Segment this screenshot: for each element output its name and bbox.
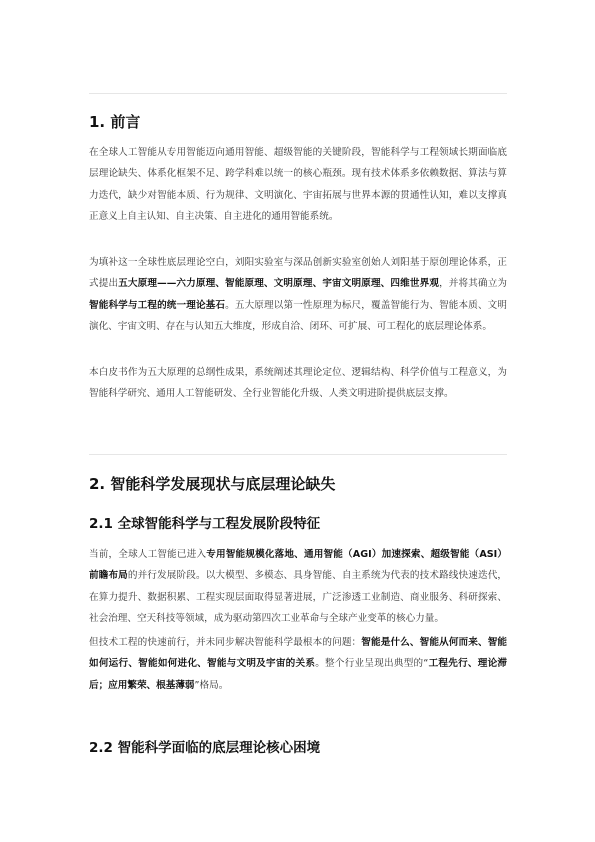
body-text: 。整个行业呈现出典型的“ xyxy=(315,658,429,670)
paragraph xyxy=(89,362,507,405)
section-divider xyxy=(89,454,507,455)
subsection-heading-dilemma: 2.2 智能科学面临的底层理论核心困境 xyxy=(89,740,321,756)
body-text: 但技术工程的快速前行，并未同步解决智能科学最根本的问题： xyxy=(89,637,362,648)
body-text: ，并将其确立为 xyxy=(439,278,508,290)
body-text: 。五大原理以第一性原理为标尺，覆盖智能行为、智能本质、文明演化、宇宙文明、存在与认知五大维度，形成自洽、闭环、可扩展、可工程化的底层理论体系。 xyxy=(89,299,508,332)
paragraph xyxy=(89,252,507,337)
paragraph xyxy=(89,142,507,227)
body-text: 本白皮书作为五大原理的总纲性成果，系统阐述其理论定位、逻辑结构、科学价值与工程意义，为智能科学研究、通用人工智能研发、全行业智能化升级、人类文明进阶提供底层支撑。 xyxy=(89,367,507,400)
emphasis-text: 专用智能规模化落地、通用智能（AGI）加速探索、超级智能（ASI）前瞻布局 xyxy=(89,549,507,582)
subsection-heading-stage: 2.1 全球智能科学与工程发展阶段特征 xyxy=(89,516,321,532)
emphasis-text: 智能是什么、智能从何而来、智能如何运行、智能如何进化、智能与文明及宇宙的关系 xyxy=(89,637,508,670)
body-text: 当前，全球人工智能已进入 xyxy=(89,549,207,560)
body-text: 为填补这一全球性底层理论空白，刘阳实验室与深品创新实验室创始人刘阳基于原创理论体系，正式提出 xyxy=(89,257,507,290)
body-text: 在全球人工智能从专用智能迈向通用智能、超级智能的关键阶段，智能科学与工程领域长期面临底层理论缺失、体系化框架不足、跨学科难以统一的核心瓶颈。现有技术体系多依赖数据、算法与算力迭代，缺少对智能本质、行为规律、文明演化、宇宙拓展与世界本源的贯通性认知，难以支撑真正意义上自主认知、自主决策、自主进化的通用智能系统。 xyxy=(89,147,507,222)
paragraph xyxy=(89,544,507,629)
emphasis-text: 智能科学与工程的统一理论基石 xyxy=(89,299,226,311)
body-text: ”格局。 xyxy=(194,679,229,691)
emphasis-text: 五大原理——六力原理、智能原理、文明原理、宇宙文明原理、四维世界观 xyxy=(118,278,440,290)
section-heading-preface: 1. 前言 xyxy=(89,113,141,131)
section-heading-status: 2. 智能科学发展现状与底层理论缺失 xyxy=(89,475,336,493)
section-divider xyxy=(89,93,507,94)
body-text: 的并行发展阶段。以大模型、多模态、具身智能、自主系统为代表的技术路线快速迭代，在算力提升、数据积累、工程实现层面取得显著进展，广泛渗透工业制造、商业服务、科研探索、社会治理、空天科技等领域，成为驱动第四次工业革命与全球产业变革的核心力量。 xyxy=(89,570,508,624)
paragraph xyxy=(89,632,507,696)
emphasis-text: 工程先行、理论滞后；应用繁荣、根基薄弱 xyxy=(89,658,507,691)
